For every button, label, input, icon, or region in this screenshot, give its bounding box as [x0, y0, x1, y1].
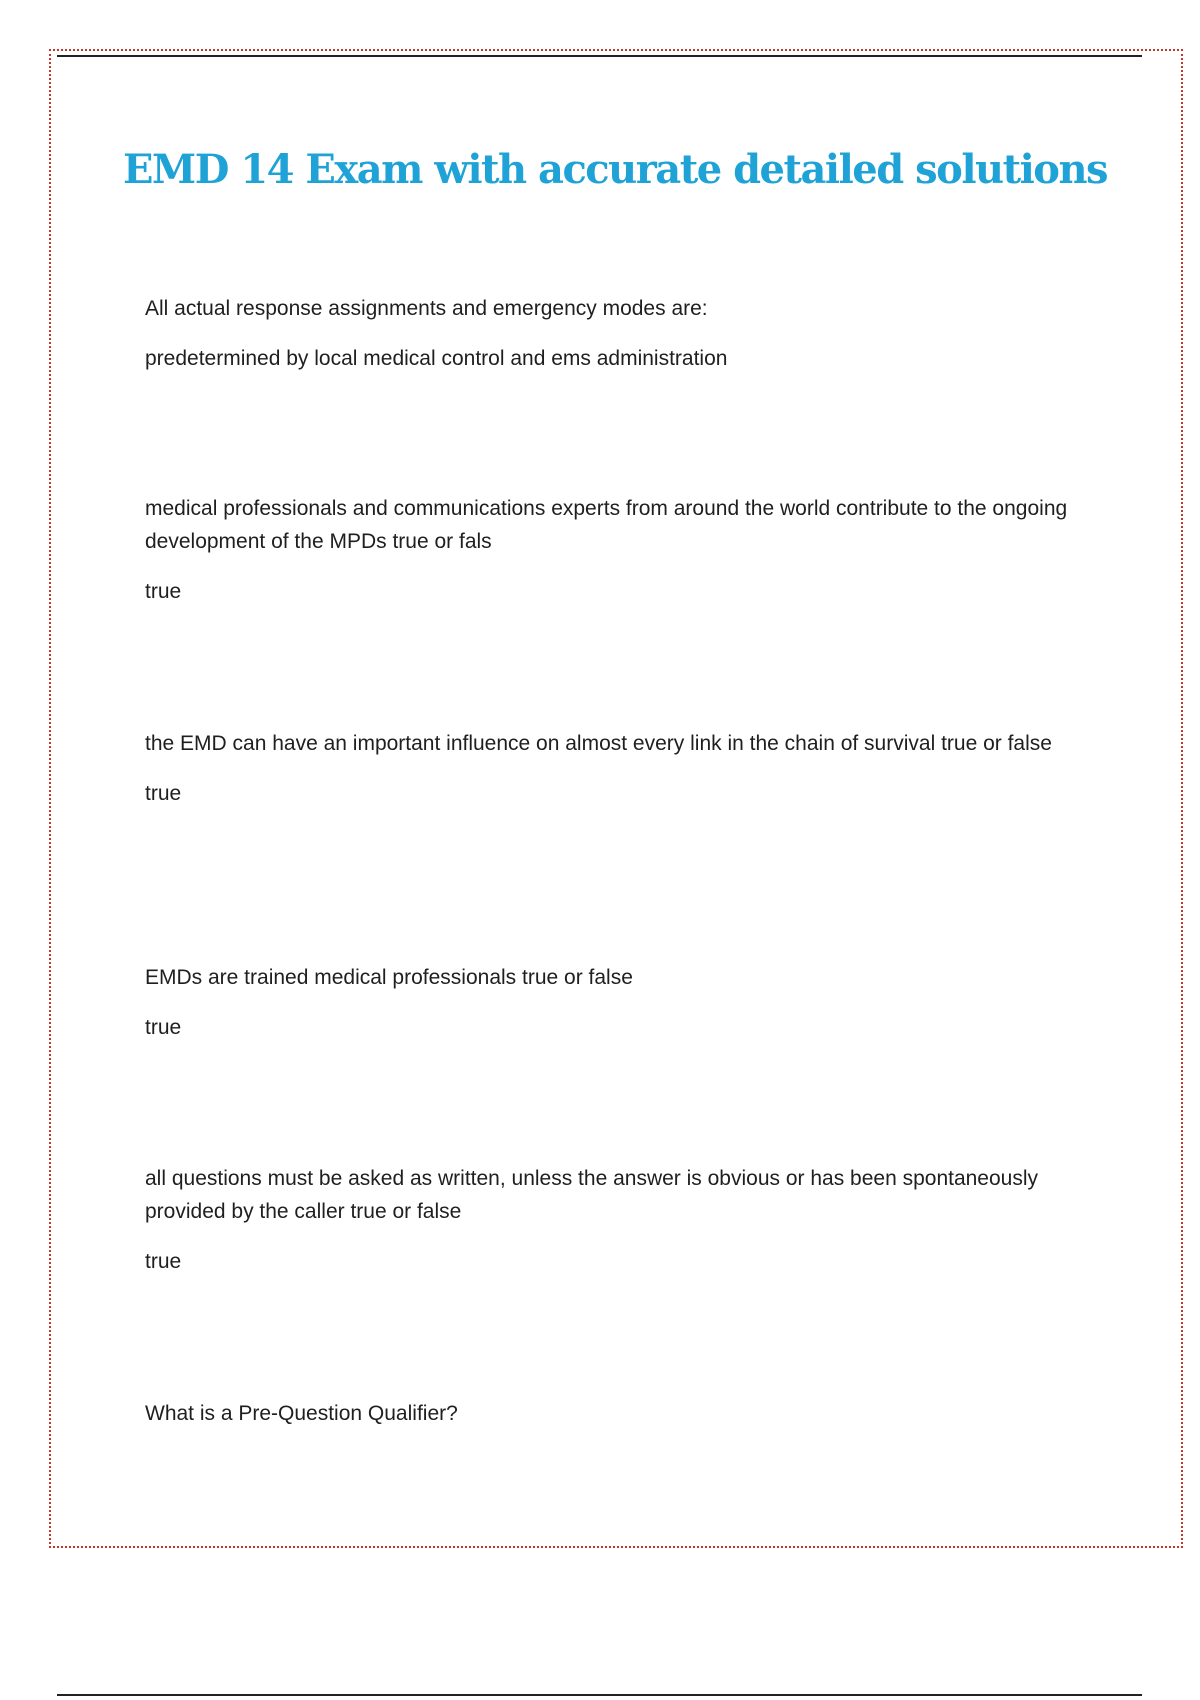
qa-item-5	[145, 1162, 1075, 1278]
qa-item-1	[145, 292, 1075, 375]
answer-4: true	[145, 1016, 182, 1039]
answer-5: true	[145, 1250, 182, 1273]
qa-item-2	[145, 492, 1075, 608]
answer-2: true	[145, 580, 182, 603]
question-1: All actual response assignments and emergency modes are:	[145, 297, 708, 320]
top-rule	[57, 55, 1142, 57]
question-5: all questions must be asked as written, unless the answer is obvious or has been spontaneously provided by the caller true or false	[145, 1167, 1039, 1223]
question-4: EMDs are trained medical professionals true or false	[145, 966, 633, 989]
answer-3: true	[145, 782, 182, 805]
qa-item-3	[145, 727, 1075, 810]
answer-1: predetermined by local medical control and ems administration	[145, 347, 728, 370]
bottom-rule	[57, 1694, 1142, 1696]
question-2: medical professionals and communications experts from around the world contribute to the ongoing development of the MPDs true or fals	[145, 497, 1068, 553]
question-3: the EMD can have an important influence on almost every link in the chain of survival true or false	[145, 732, 1052, 755]
qa-item-6	[145, 1397, 1075, 1430]
qa-item-4	[145, 961, 1075, 1044]
document-title: EMD 14 Exam with accurate detailed solutions	[122, 146, 1108, 193]
question-6: What is a Pre-Question Qualifier?	[145, 1402, 458, 1425]
